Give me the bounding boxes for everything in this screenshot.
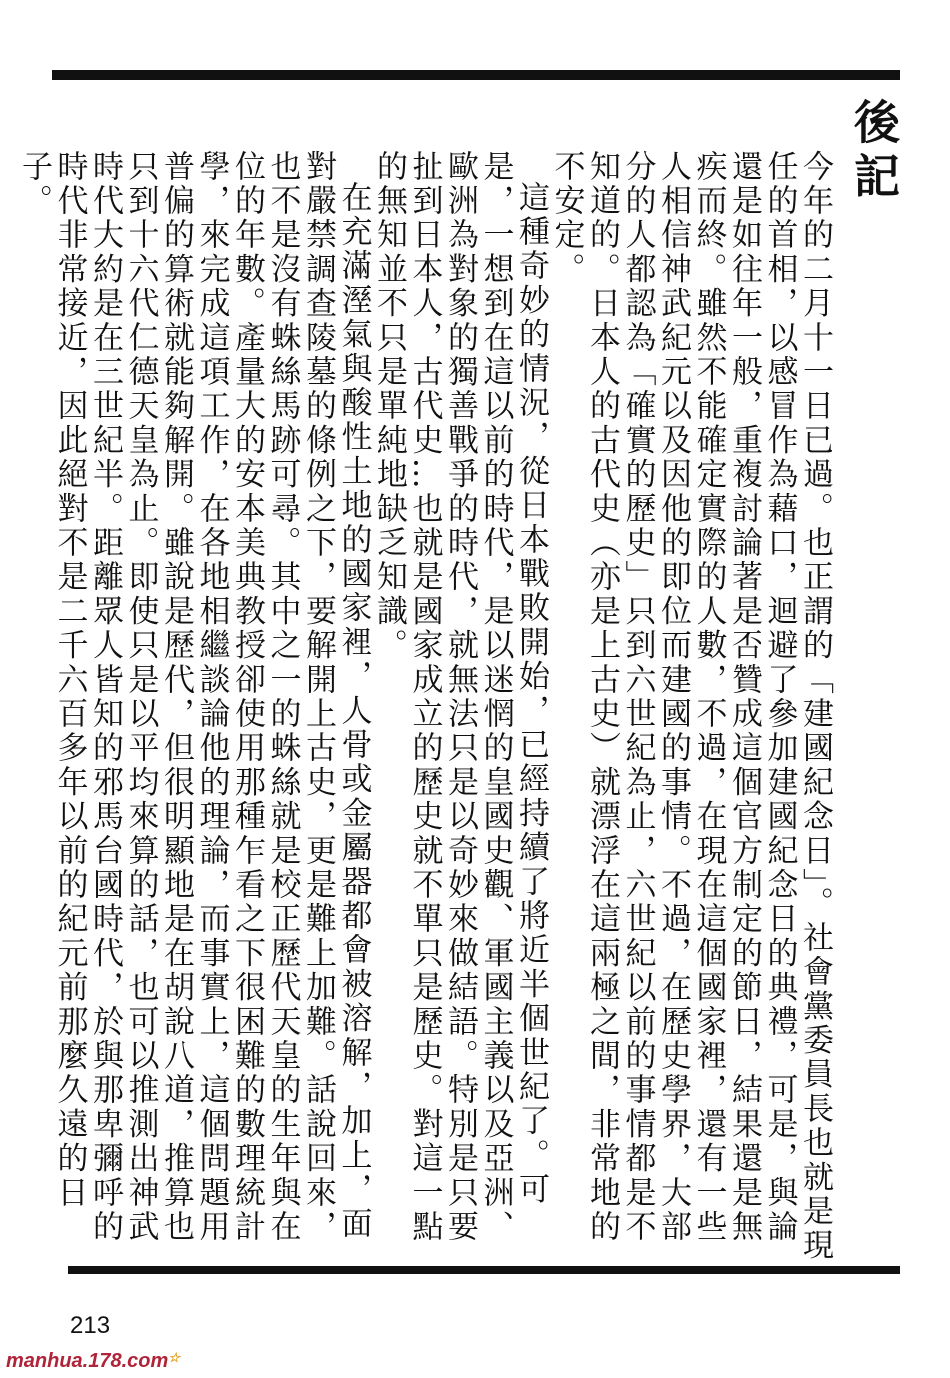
paragraph-2: 這種奇妙的情況，從日本戰敗開始，已經持續了將近半個世紀了。可是，一想到在這以前的時代，是以迷惘的皇國史觀、軍國主義以及亞洲、歐洲為對象的獨善戰爭的時代，就無法只是以奇妙來做結語。特別是只要扯到日本人，古代史…也就是國家成立的歷史就不單只是歷史。對這一點的無知並不只是單純地缺乏知識。 — [371, 150, 549, 1245]
paragraph-1: 今年的二月十一日已過。也正謂的「建國紀念日」。社會黨委員長也就是現任的首相，以感冒作為藉口，迴避了參加建國紀念日的典禮，可是，與論還是如往年一般，重複討論著是否贊成這個官方制定的節日，結果還是無疾而終。雖然不能確定實際的人數，不過，在現在這個國家裡，還有一些人相信神武紀元以及因他的即位而建國的事情。不過，在歷史學界，大部分的人都認為「確實的歷史」只到六世紀為止，六世紀以前的事情都是不知道的。日本人的古代史（亦是上古史）就漂浮在這兩極之間，非常地的不安定。 — [548, 150, 833, 1264]
watermark — [6, 1350, 180, 1373]
page-number: 213 — [70, 1312, 111, 1339]
watermark-text: manhua.178.com — [6, 1350, 169, 1372]
bottom-rule — [68, 1266, 900, 1274]
star-icon: ☆ — [168, 1350, 180, 1365]
afterword-body — [16, 150, 833, 1265]
page-title: 後記 — [847, 98, 901, 206]
paragraph-3: 在充滿溼氣與酸性土地的國家裡，人骨或金屬器都會被溶解，加上，面對嚴禁調查陵墓的條例之下，要解開上古史，更是難上加難。話說回來，也不是沒有蛛絲馬跡可尋。其中之一的蛛絲就是校正歷代天皇的生年與在位的年數。產量大的安本美典教授卻使用那種乍看之下很困難的數理統計學，來完成這項工作，在各地相繼談論他的理論，而事實上，這個問題用普偏的算術就能夠解開。雖說是歷代，但很明顯地是在胡說八道，推算也只到十六代仁德天皇為止。即使只是以平均來算的話，也可以推測出神武時代大約是在三世紀半。距離眾人皆知的邪馬台國時代，於與那卑彌呼的時代非常接近，因此絕對不是二千六百多年以前的紀元前那麼久遠的日子。 — [16, 150, 372, 1245]
top-rule — [52, 70, 900, 80]
